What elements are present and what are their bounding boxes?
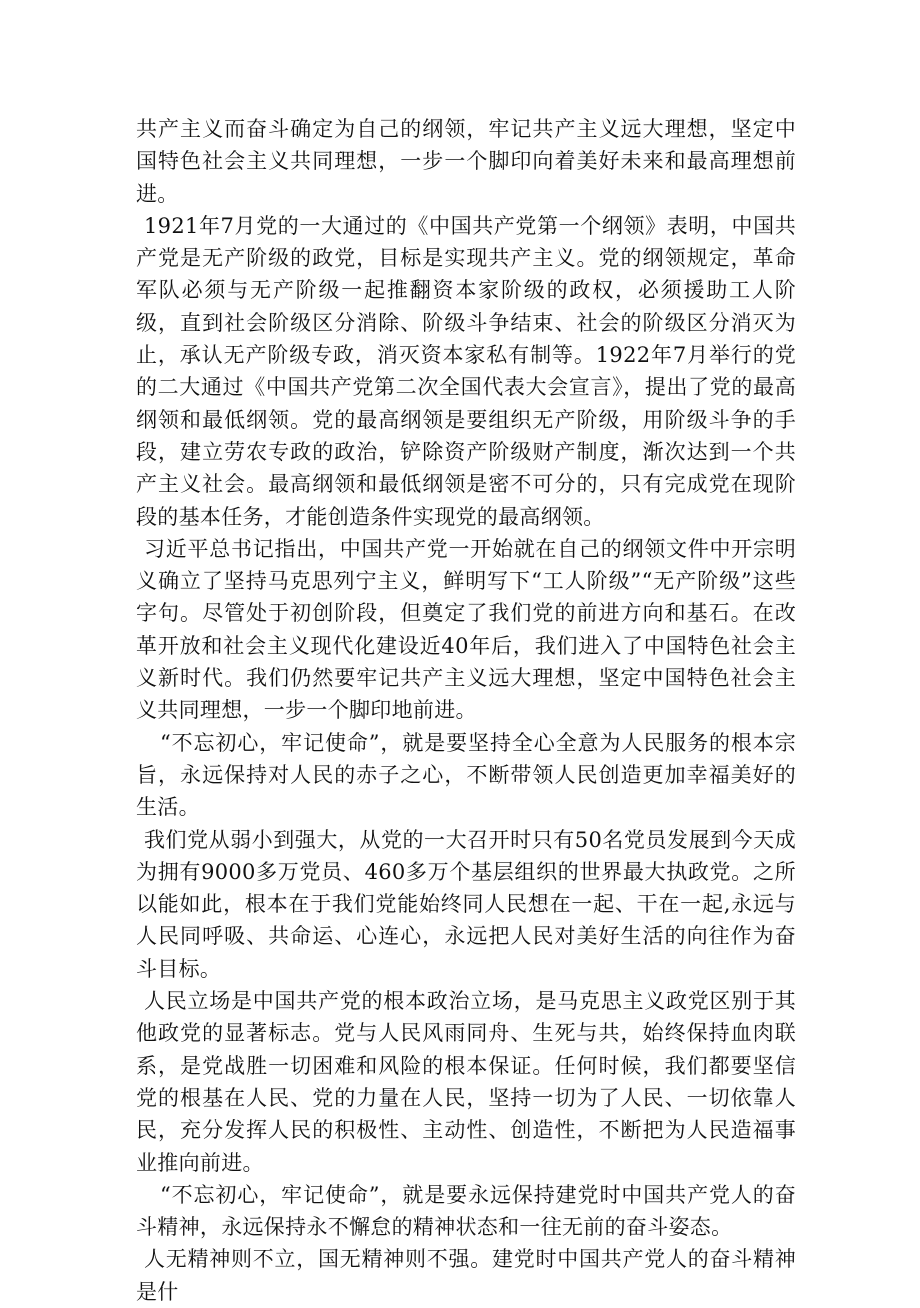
paragraph-4: “不忘初心，牢记使命”，就是要坚持全心全意为人民服务的根本宗旨，永远保持对人民的赤子之心，不断带领人民创造更加幸福美好的生活。 (136, 730, 796, 820)
paragraph-1: 共产主义而奋斗确定为自己的纲领，牢记共产主义远大理想，坚定中国特色社会主义共同理想，一步一个脚印向着美好未来和最高理想前进。 (136, 117, 796, 206)
paragraph-6: 人民立场是中国共产党的根本政治立场，是马克思主义政党区别于其他政党的显著标志。党与人民风雨同舟、生死与共，始终保持血肉联系，是党战胜一切困难和风险的根本保证。任何时候，我们都要坚信党的根基在人民、党的力量在人民，坚持一切为了人民、一切依靠人民，充分发挥人民的积极性、主动性、创造性，不断把为人民造福事业推向前进。 (136, 989, 796, 1175)
paragraph-5: 我们党从弱小到强大，从党的一大召开时只有50名党员发展到今天成为拥有9000多万党员、460多万个基层组织的世界最大执政党。之所以能如此，根本在于我们党能始终同人民想在一起、干在一起,永远与人民同呼吸、共命运、心连心，永远把人民对美好生活的向往作为奋斗目标。 (136, 827, 796, 981)
document-body (136, 113, 796, 1308)
paragraph-3: 习近平总书记指出，中国共产党一开始就在自己的纲领文件中开宗明义确立了坚持马克思列宁主义，鲜明写下“工人阶级”“无产阶级”这些字句。尽管处于初创阶段，但奠定了我们党的前进方向和基石。在改革开放和社会主义现代化建设近40年后，我们进入了中国特色社会主义新时代。我们仍然要牢记共产主义远大理想，坚定中国特色社会主义共同理想，一步一个脚印地前进。 (136, 536, 796, 723)
paragraph-8: 人无精神则不立，国无精神则不强。建党时中国共产党人的奋斗精神是什 (136, 1247, 796, 1304)
paragraph-7: “不忘初心，牢记使命”，就是要永远保持建党时中国共产党人的奋斗精神，永远保持永不懈怠的精神状态和一往无前的奋斗姿态。 (136, 1182, 796, 1240)
paragraph-2: 1921年7月党的一大通过的《中国共产党第一个纲领》表明，中国共产党是无产阶级的政党，目标是实现共产主义。党的纲领规定，革命军队必须与无产阶级一起推翻资本家阶级的政权，必须援助工人阶级，直到社会阶级区分消除、阶级斗争结束、社会的阶级区分消灭为止，承认无产阶级专政，消灭资本家私有制等。1922年7月举行的党的二大通过《中国共产党第二次全国代表大会宣言》，提出了党的最高纲领和最低纲领。党的最高纲领是要组织无产阶级，用阶级斗争的手段，建立劳农专政的政治，铲除资产阶级财产制度，渐次达到一个共产主义社会。最高纲领和最低纲领是密不可分的，只有完成党在现阶段的基本任务，才能创造条件实现党的最高纲领。 (136, 213, 796, 529)
